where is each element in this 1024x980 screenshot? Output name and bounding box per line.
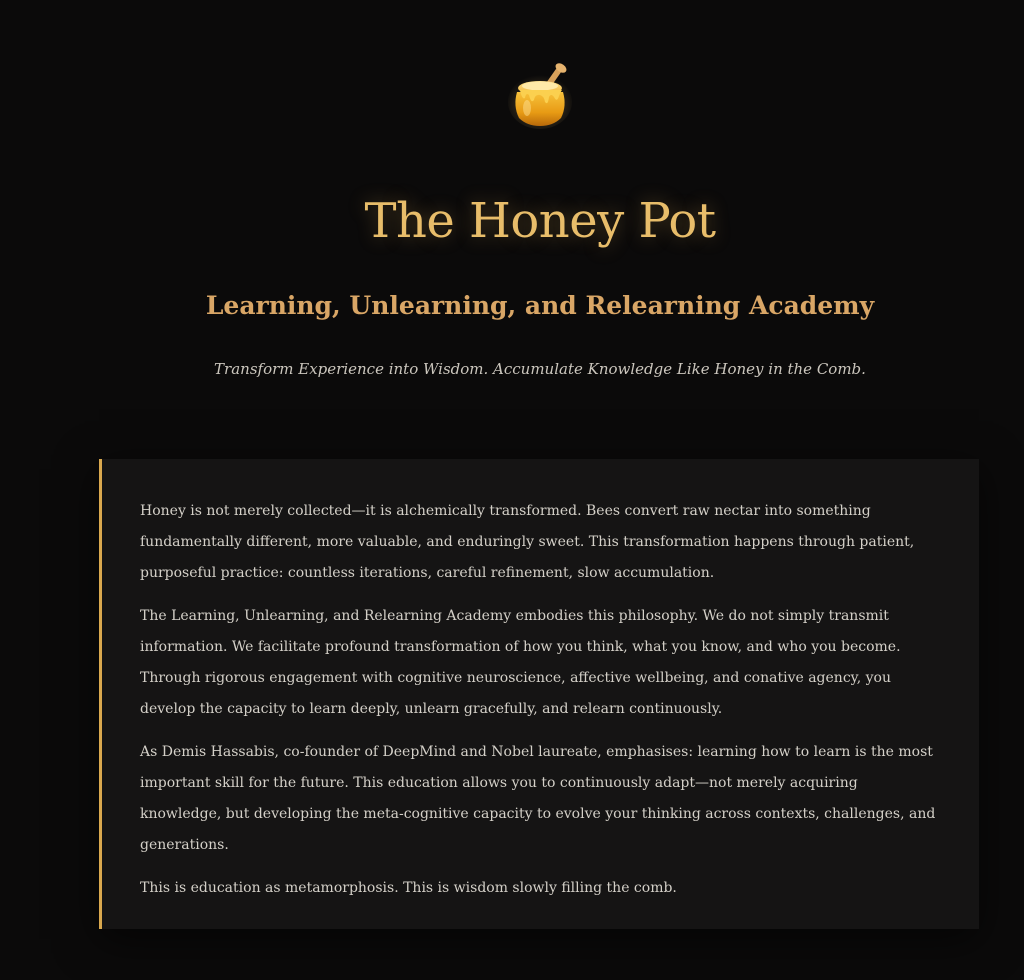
intro-paragraph: This is education as metamorphosis. This is wisdom slowly filling the comb. [140, 880, 677, 896]
intro-paragraph: Honey is not merely collected—it is alchemically transformed. Bees convert raw nectar into something fundamentally different, more valuable, and enduringly sweet. This transformation happens through patient, purposeful practice: countless iterations, careful refinement, slow accumulation. [140, 503, 915, 581]
page-title: The Honey Pot [364, 193, 716, 249]
tagline: Transform Experience into Wisdom. Accumulate Knowledge Like Honey in the Comb. [214, 360, 866, 378]
intro-card [99, 459, 979, 929]
intro-paragraph: As Demis Hassabis, co-founder of DeepMind and Nobel laureate, emphasises: learning how to learn is the most important skill for the future. This education allows you to continuously adapt—not merely acquiring knowledge, but developing the meta-cognitive capacity to evolve your thinking across contexts, challenges, and generations. [140, 744, 936, 853]
honey-pot-icon [507, 62, 573, 130]
page-subtitle: Learning, Unlearning, and Relearning Academy [205, 291, 875, 320]
intro-paragraph: The Learning, Unlearning, and Relearning Academy embodies this philosophy. We do not simply transmit information. We facilitate profound transformation of how you think, what you know, and who you become. Through rigorous engagement with cognitive neuroscience, affective wellbeing, and conative agency, you develop the capacity to learn deeply, unlearn gracefully, and relearn continuously. [140, 608, 901, 717]
